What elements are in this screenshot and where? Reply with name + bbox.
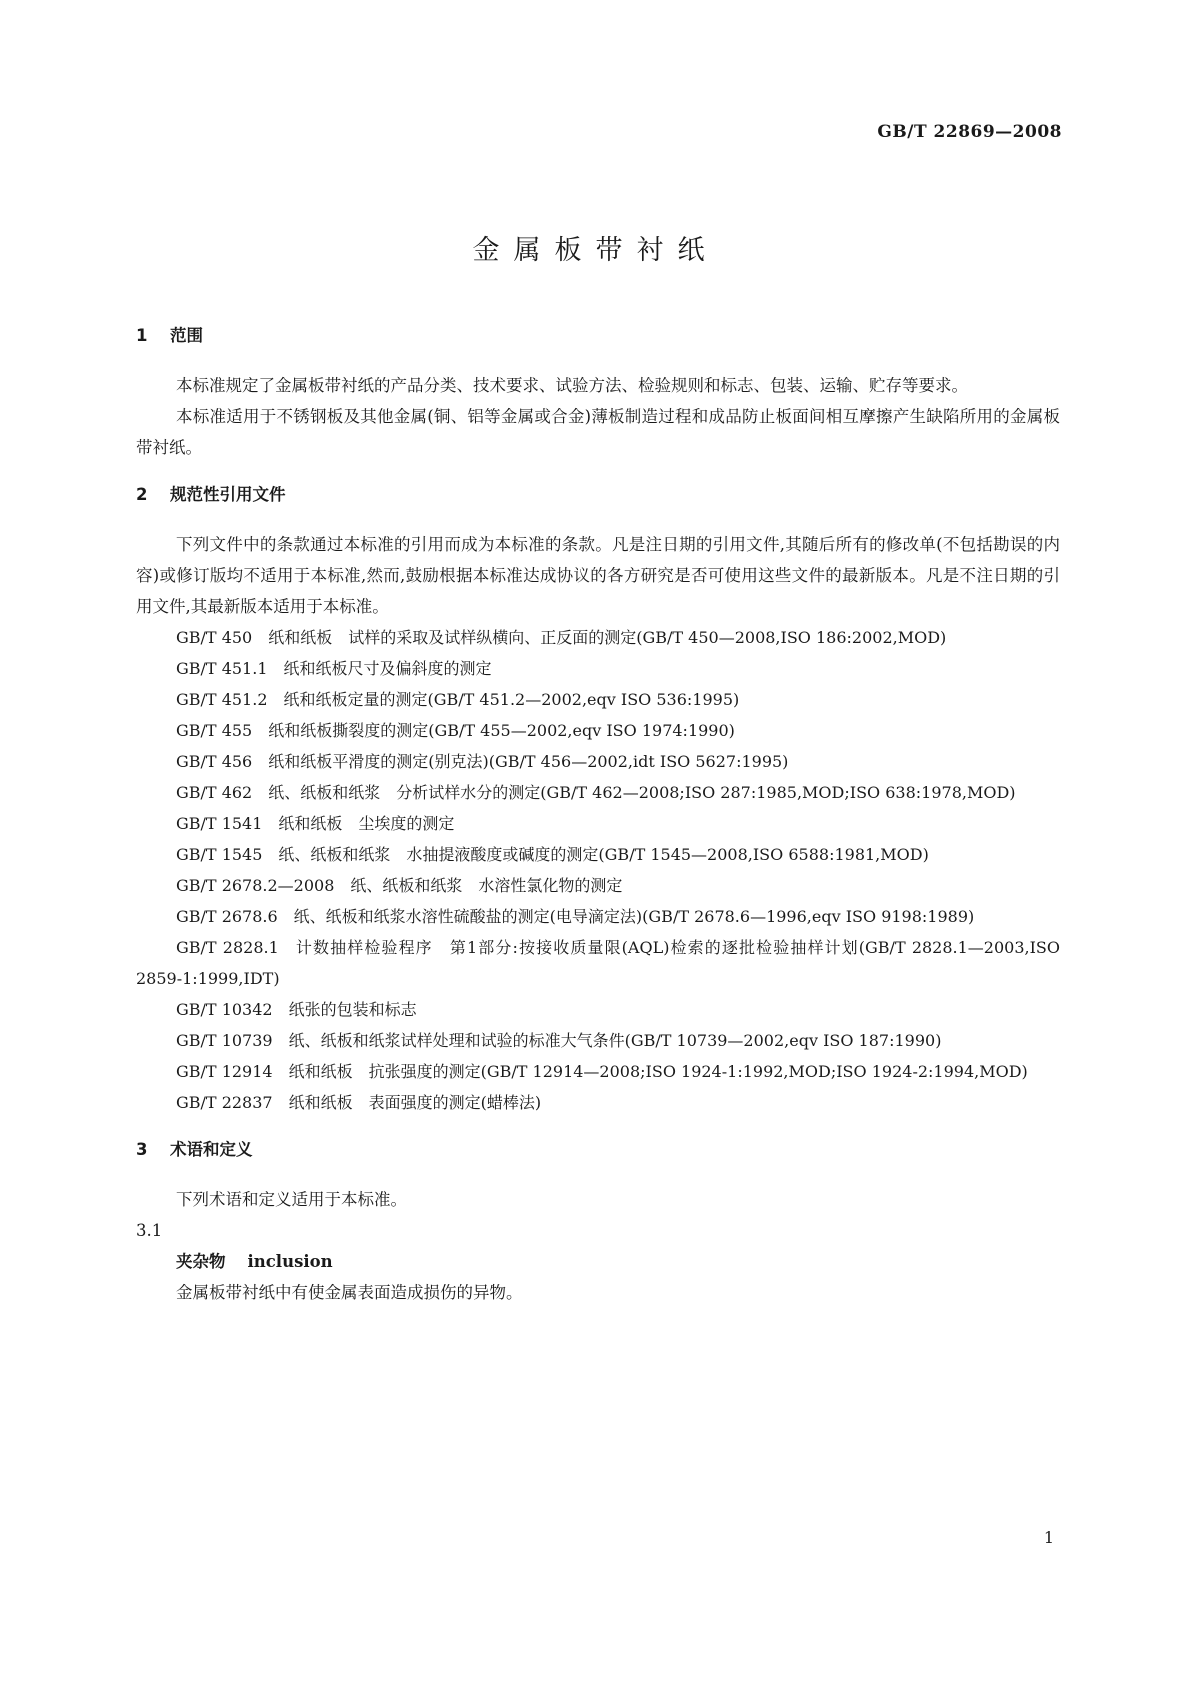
- reference-text: 纸和纸板定量的测定(GB/T 451.2—2002,eqv ISO 536:1995): [283, 690, 740, 709]
- section-heading: [136, 481, 1060, 509]
- reference-item: [136, 777, 1060, 808]
- term-chinese: 夹杂物: [176, 1252, 226, 1271]
- reference-text: 纸、纸板和纸浆水溶性硫酸盐的测定(电导滴定法)(GB/T 2678.6—1996,eqv ISO 9198:1989): [293, 907, 975, 926]
- reference-text: 纸、纸板和纸浆 水溶性氯化物的测定: [350, 876, 623, 895]
- reference-item: [136, 1056, 1060, 1087]
- reference-code: GB/T 450: [176, 628, 253, 647]
- section-number: 3: [136, 1140, 148, 1159]
- reference-text: 纸、纸板和纸浆试样处理和试验的标准大气条件(GB/T 10739—2002,eqv ISO 187:1990): [288, 1031, 942, 1050]
- section-title: 范围: [170, 326, 203, 345]
- reference-text: 纸张的包装和标志: [288, 1000, 417, 1019]
- reference-code: GB/T 451.1: [176, 659, 268, 678]
- reference-item: [136, 994, 1060, 1025]
- reference-code: GB/T 10342: [176, 1000, 273, 1019]
- paragraph: 下列术语和定义适用于本标准。: [176, 1190, 407, 1209]
- document-body: [136, 322, 1060, 1308]
- reference-text: 纸和纸板尺寸及偏斜度的测定: [283, 659, 492, 678]
- reference-text: 纸和纸板 试样的采取及试样纵横向、正反面的测定(GB/T 450—2008,ISO 186:2002,MOD): [268, 628, 947, 647]
- reference-code: GB/T 2678.2—2008: [176, 876, 335, 895]
- standard-code: GB/T 22869—2008: [877, 122, 1062, 142]
- reference-text: 纸和纸板 抗张强度的测定(GB/T 12914—2008;ISO 1924-1:1992,MOD;ISO 1924-2:1994,MOD): [288, 1062, 1028, 1081]
- reference-code: GB/T 22837: [176, 1093, 273, 1112]
- reference-item: [136, 684, 1060, 715]
- reference-item: [136, 1025, 1060, 1056]
- reference-text: 纸和纸板 表面强度的测定(蜡棒法): [288, 1093, 542, 1112]
- reference-item: [136, 1087, 1060, 1118]
- reference-text: 纸和纸板 尘埃度的测定: [278, 814, 455, 833]
- reference-item: [136, 932, 1060, 994]
- subsection-number: 3.1: [136, 1221, 163, 1240]
- page-number: 1: [1043, 1528, 1054, 1547]
- section-heading: [136, 322, 1060, 350]
- section-title: 规范性引用文件: [170, 485, 286, 504]
- reference-code: GB/T 456: [176, 752, 253, 771]
- reference-item: [136, 839, 1060, 870]
- reference-text: 计数抽样检验程序 第1部分:按接收质量限(AQL)检索的逐批检验抽样计划(GB/T 2828.1—2003,ISO 2859-1:1999,IDT): [136, 938, 1061, 988]
- reference-item: [136, 715, 1060, 746]
- reference-code: GB/T 455: [176, 721, 253, 740]
- paragraph: 本标准适用于不锈钢板及其他金属(铜、铝等金属或合金)薄板制造过程和成品防止板面间相互摩擦产生缺陷所用的金属板带衬纸。: [136, 407, 1060, 457]
- section-title: 术语和定义: [170, 1140, 253, 1159]
- document-title: 金属板带衬纸: [472, 235, 719, 266]
- reference-item: [136, 870, 1060, 901]
- reference-item: [136, 746, 1060, 777]
- reference-item: [136, 653, 1060, 684]
- reference-code: GB/T 462: [176, 783, 253, 802]
- reference-code: GB/T 10739: [176, 1031, 273, 1050]
- reference-item: [136, 622, 1060, 653]
- reference-code: GB/T 1541: [176, 814, 263, 833]
- reference-text: 纸、纸板和纸浆 水抽提液酸度或碱度的测定(GB/T 1545—2008,ISO 6588:1981,MOD): [278, 845, 929, 864]
- reference-code: GB/T 2828.1: [176, 938, 279, 957]
- reference-code: GB/T 1545: [176, 845, 263, 864]
- term-definition: 金属板带衬纸中有使金属表面造成损伤的异物。: [176, 1283, 523, 1302]
- paragraph: 下列文件中的条款通过本标准的引用而成为本标准的条款。凡是注日期的引用文件,其随后所有的修改单(不包括勘误的内容)或修订版均不适用于本标准,然而,鼓励根据本标准达成协议的各方研究是否可使用这些文件的最新版本。凡是不注日期的引用文件,其最新版本适用于本标准。: [136, 535, 1060, 616]
- reference-code: GB/T 451.2: [176, 690, 268, 709]
- section-number: 2: [136, 485, 148, 504]
- reference-text: 纸和纸板平滑度的测定(别克法)(GB/T 456—2002,idt ISO 5627:1995): [268, 752, 789, 771]
- section-heading: [136, 1136, 1060, 1164]
- term-english: inclusion: [247, 1252, 333, 1271]
- reference-code: GB/T 2678.6: [176, 907, 278, 926]
- term-entry: [136, 1246, 1060, 1277]
- reference-item: [136, 808, 1060, 839]
- paragraph: 本标准规定了金属板带衬纸的产品分类、技术要求、试验方法、检验规则和标志、包装、运输、贮存等要求。: [176, 376, 968, 395]
- reference-item: [136, 901, 1060, 932]
- section-number: 1: [136, 326, 148, 345]
- reference-code: GB/T 12914: [176, 1062, 273, 1081]
- reference-text: 纸和纸板撕裂度的测定(GB/T 455—2002,eqv ISO 1974:1990): [268, 721, 735, 740]
- reference-text: 纸、纸板和纸浆 分析试样水分的测定(GB/T 462—2008;ISO 287:1985,MOD;ISO 638:1978,MOD): [268, 783, 1016, 802]
